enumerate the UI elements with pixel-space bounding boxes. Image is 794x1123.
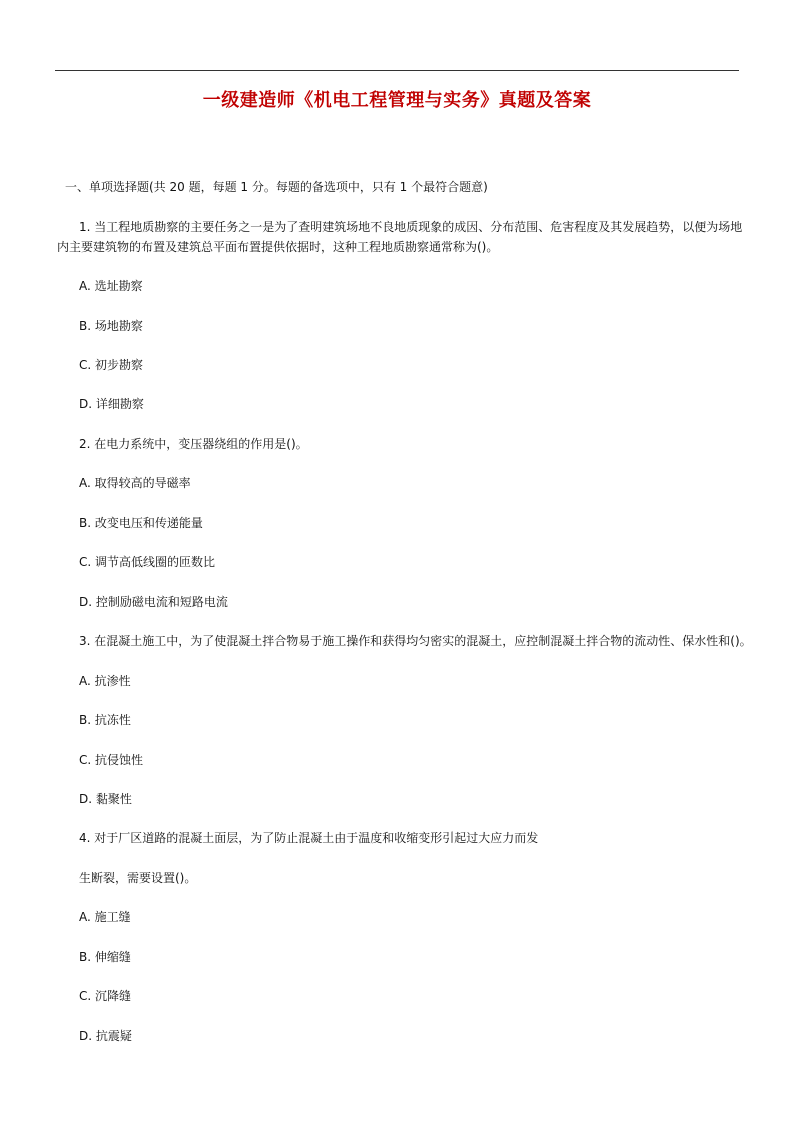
question-3-option-a: A. 抗渗性 — [79, 674, 131, 688]
question-2-option-d: D. 控制励磁电流和短路电流 — [79, 595, 228, 609]
question-2-option-b: B. 改变电压和传递能量 — [79, 516, 203, 530]
question-3-option-d: D. 黏聚性 — [79, 792, 132, 806]
document-title: 一级建造师《机电工程管理与实务》真题及答案 — [202, 90, 592, 111]
question-1-option-a: A. 选址勘察 — [79, 279, 143, 293]
header-rule — [55, 70, 739, 71]
question-3-stem: 3. 在混凝土施工中，为了使混凝土拌合物易于施工操作和获得均匀密实的混凝土，应控制混凝土拌合物的流动性、保水性和()。 — [79, 634, 752, 648]
question-2-option-c: C. 调节高低线圈的匝数比 — [79, 555, 216, 569]
section-heading: 一、单项选择题(共 20 题，每题 1 分。每题的备选项中，只有 1 个最符合题意) — [65, 180, 488, 194]
question-1-stem-line1: 1. 当工程地质勘察的主要任务之一是为了查明建筑场地不良地质现象的成因、分布范围、危害程度及其发展趋势，以便为场地 — [79, 220, 743, 234]
question-3-option-c: C. 抗侵蚀性 — [79, 753, 144, 767]
question-4-option-a: A. 施工缝 — [79, 910, 131, 924]
question-4-stem-line1: 4. 对于厂区道路的混凝土面层，为了防止混凝土由于温度和收缩变形引起过大应力而发 — [79, 831, 539, 845]
question-1-option-b: B. 场地勘察 — [79, 319, 143, 333]
question-1-stem-line2: 内主要建筑物的布置及建筑总平面布置提供依据时，这种工程地质勘察通常称为()。 — [57, 240, 499, 254]
question-2-stem: 2. 在电力系统中，变压器绕组的作用是()。 — [79, 437, 308, 451]
question-1-option-d: D. 详细勘察 — [79, 397, 144, 411]
question-2-option-a: A. 取得较高的导磁率 — [79, 476, 191, 490]
question-4-stem-line2: 生断裂，需要设置()。 — [79, 871, 197, 885]
question-1-option-c: C. 初步勘察 — [79, 358, 144, 372]
question-4-option-b: B. 伸缩缝 — [79, 950, 131, 964]
question-4-option-d: D. 抗震疑 — [79, 1029, 132, 1043]
question-3-option-b: B. 抗冻性 — [79, 713, 131, 727]
question-4-option-c: C. 沉降缝 — [79, 989, 132, 1003]
